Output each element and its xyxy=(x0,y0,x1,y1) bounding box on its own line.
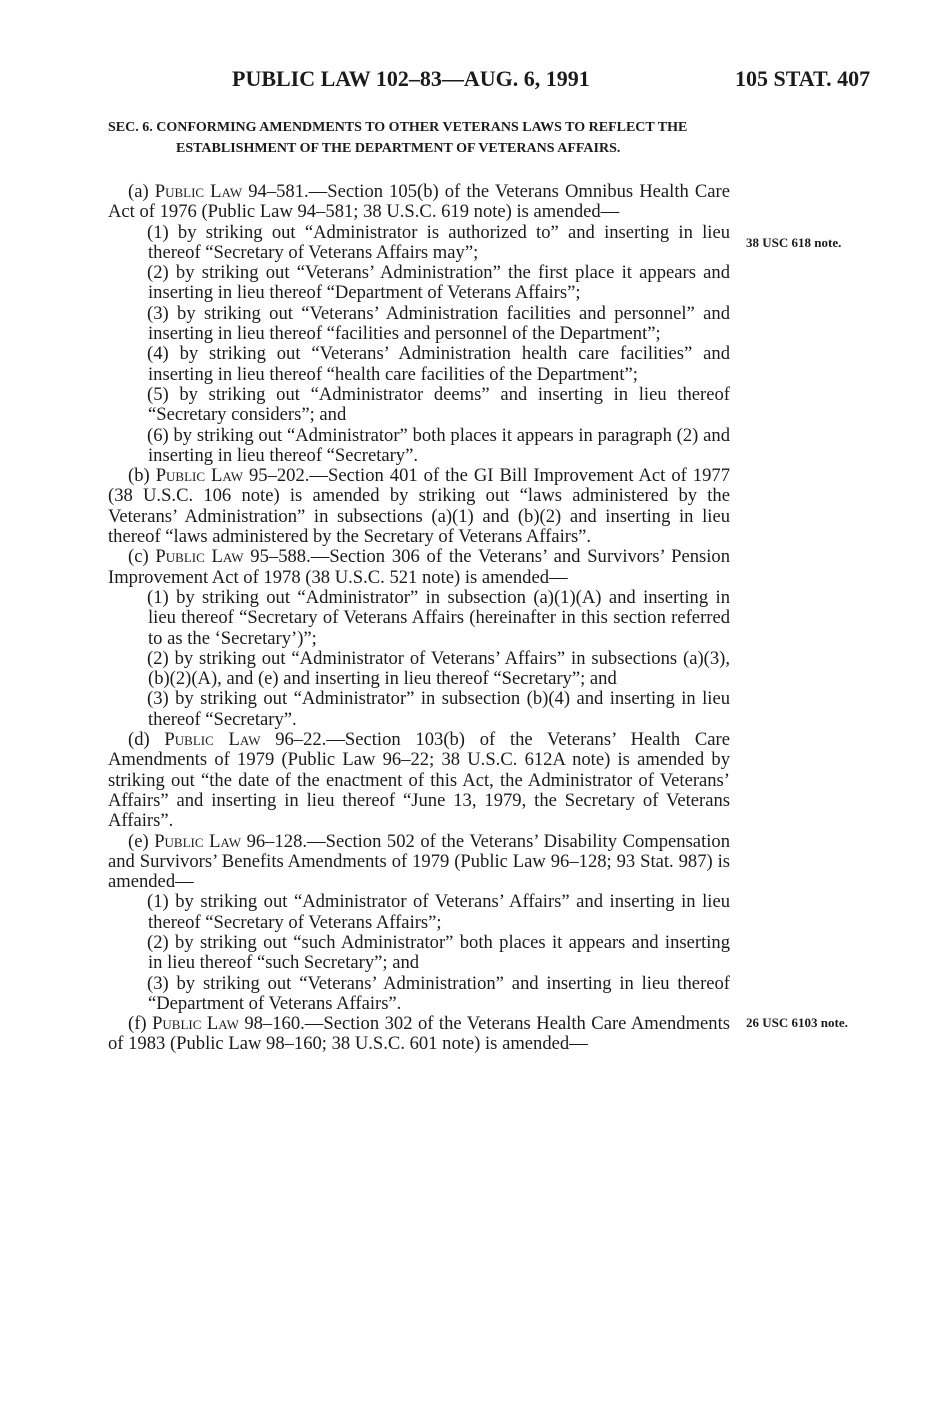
subsection-e-item: (2) by striking out “such Administrator” both places it appears and inserting in lieu thereof “such Secretary”; and xyxy=(147,931,730,974)
public-law-label: Public Law xyxy=(152,1013,239,1035)
public-law-label: Public Law xyxy=(164,729,261,751)
subsection-a-item: (3) by striking out “Veterans’ Administration facilities and personnel” and inserting in lieu thereof “facilities and personnel of the Department”; xyxy=(147,302,730,345)
public-law-label: Public Law xyxy=(155,465,243,487)
stat-page-number: 105 STAT. 407 xyxy=(735,66,871,91)
public-law-label: Public Law xyxy=(154,181,243,202)
section-heading-text: SEC. 6. CONFORMING AMENDMENTS TO OTHER VETERANS LAWS TO REFLECT THE ESTABLISHMENT OF THE DEPARTMENT OF VETERANS AFFAIRS. xyxy=(108,120,688,156)
subsection-e-item: (1) by striking out “Administrator of Veterans’ Affairs” and inserting in lieu thereof “Secretary of Veterans Affairs”; xyxy=(147,891,730,933)
subsection-e-item: (3) by striking out “Veterans’ Administration” and inserting in lieu thereof “Department of Veterans Affairs”. xyxy=(147,972,730,1014)
subsection-b: (b) Public Law 95–202.—Section 401 of the GI Bill Improvement Act of 1977 (38 U.S.C. 106 note) is amended by striking out “laws administered by the Veterans’ Administration” in subsections (a)(1) and (b)(2) and inserting in lieu thereof “laws administered by the Secretary of Veterans Affairs”. xyxy=(108,465,730,548)
subsection-a-item: (6) by striking out “Administrator” both places it appears in paragraph (2) and inserting in lieu thereof “Secretary”. xyxy=(147,424,730,466)
margin-note-2: 26 USC 6103 note. xyxy=(746,1015,848,1030)
subsection-a-item: (1) by striking out “Administrator is authorized to” and inserting in lieu thereof “Secretary of Veterans Affairs may”; xyxy=(147,221,730,263)
section-heading xyxy=(108,117,733,159)
subsection-f: (f) Public Law 98–160.—Section 302 of the Veterans Health Care Amendments of 1983 (Public Law 98–160; 38 U.S.C. 601 note) is amended— xyxy=(108,1013,731,1055)
public-law-label: Public Law xyxy=(154,830,242,852)
page-header xyxy=(0,66,939,98)
subsection-c-item: (1) by striking out “Administrator” in subsection (a)(1)(A) and inserting in lieu thereof “Secretary of Veterans Affairs (hereinafter in this section referred to as the ‘Secretary’)”; xyxy=(147,586,730,649)
page-title: PUBLIC LAW 102–83—AUG. 6, 1991 xyxy=(232,66,590,91)
subsection-a-item: (4) by striking out “Veterans’ Administration health care facilities” and inserting in lieu thereof “health care facilities of the Department”; xyxy=(147,343,730,385)
subsection-c-item: (2) by striking out “Administrator of Veterans’ Affairs” in subsections (a)(3), (b)(2)(A), and (e) and inserting in lieu thereof “Secretary”; and xyxy=(147,647,730,690)
subsection-a-item: (5) by striking out “Administrator deems” and inserting in lieu thereof “Secretary considers”; and xyxy=(147,383,730,426)
subsection-c-item: (3) by striking out “Administrator” in subsection (b)(4) and inserting in lieu thereof “Secretary”. xyxy=(147,688,730,730)
public-law-label: Public Law xyxy=(155,546,244,568)
subsection-a: (a) Public Law 94–581.—Section 105(b) of the Veterans Omnibus Health Care Act of 1976 (Public Law 94–581; 38 U.S.C. 619 note) is amended— xyxy=(108,181,730,223)
margin-note-1: 38 USC 618 note. xyxy=(746,235,842,250)
subsection-a-item: (2) by striking out “Veterans’ Administration” the first place it appears and inserting in lieu thereof “Department of Veterans Affairs”; xyxy=(147,262,730,304)
document-body xyxy=(108,182,730,1055)
subsection-e: (e) Public Law 96–128.—Section 502 of the Veterans’ Disability Compensation and Survivors’ Benefits Amendments of 1979 (Public Law 96–128; 93 Stat. 987) is amended— xyxy=(108,830,730,893)
subsection-d: (d) Public Law 96–22.—Section 103(b) of the Veterans’ Health Care Amendments of 1979 (Public Law 96–22; 38 U.S.C. 612A note) is amended by striking out “the date of the enactment of this Act, the Administrator of Veterans’ Affairs” and inserting in lieu thereof “June 13, 1979, the Secretary of Veterans Affairs”. xyxy=(108,729,730,832)
subsection-c: (c) Public Law 95–588.—Section 306 of the Veterans’ and Survivors’ Pension Improvement Act of 1978 (38 U.S.C. 521 note) is amended— xyxy=(108,546,730,588)
